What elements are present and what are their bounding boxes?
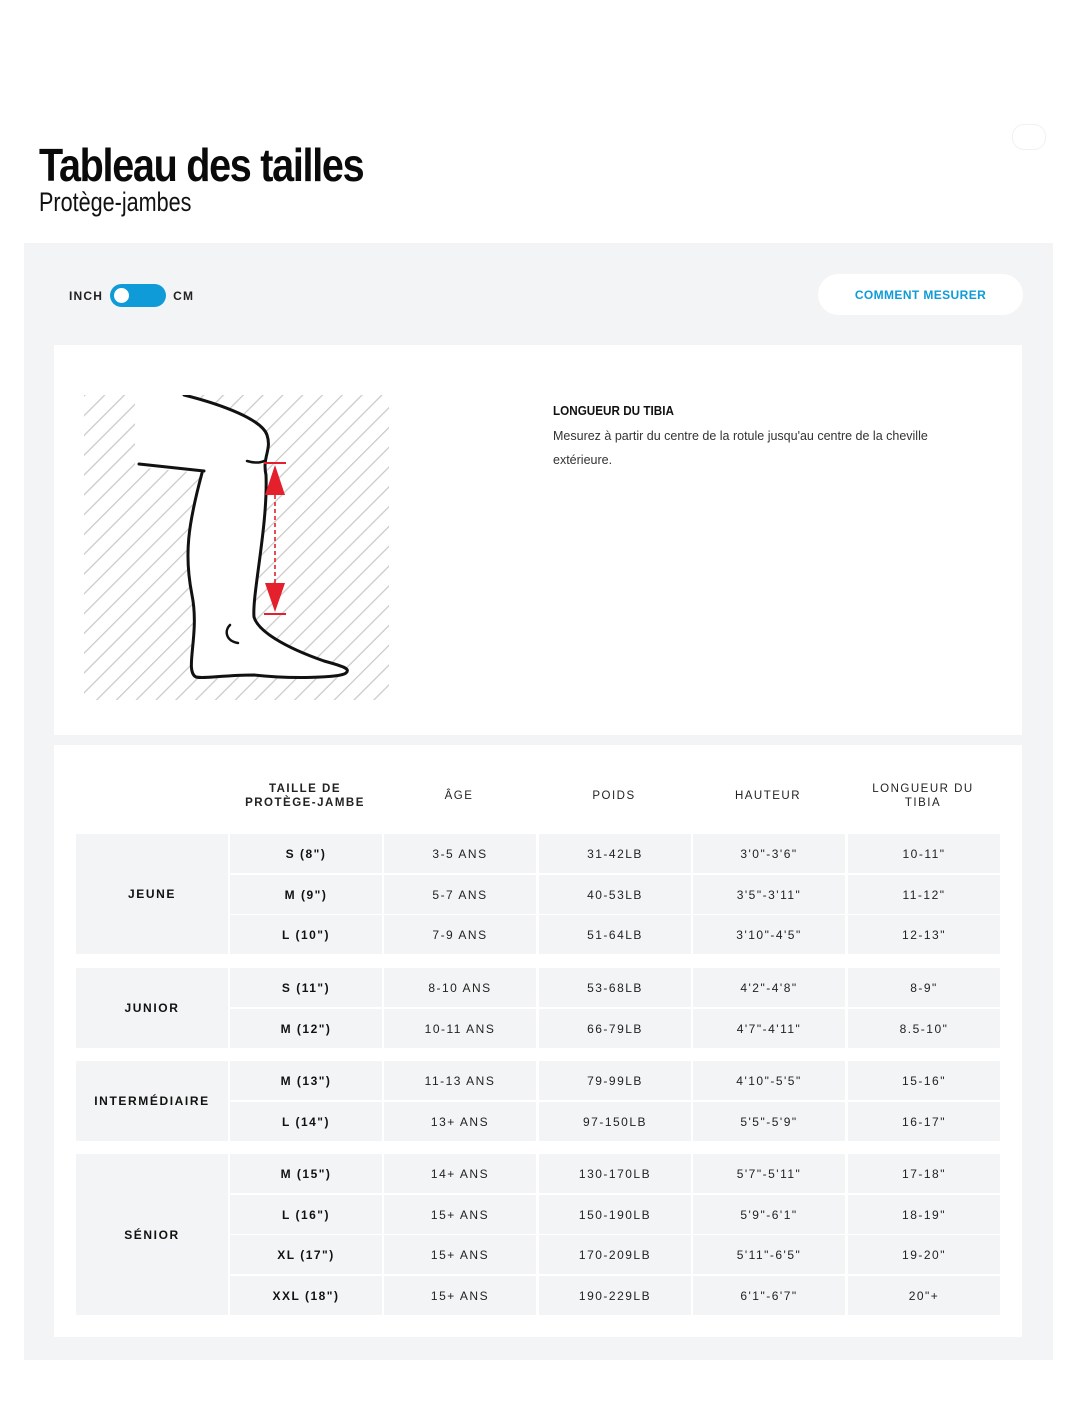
cell-height: 3'5"-3'11" — [693, 875, 845, 914]
header-height: HAUTEUR — [734, 790, 802, 802]
cell-weight: 190-229LB — [539, 1276, 691, 1315]
unit-toggle — [69, 284, 194, 307]
header-age: ÂGE — [444, 790, 474, 802]
size-chart-panel — [24, 243, 1053, 1360]
table-row — [230, 1061, 1001, 1100]
unit-switch[interactable] — [110, 284, 166, 307]
cell-age: 10-11 ANS — [384, 1009, 536, 1048]
page-subtitle: Protège-jambes — [39, 187, 192, 217]
cell-age: 3-5 ANS — [384, 834, 536, 873]
cell-tibia: 12-13" — [848, 915, 1000, 954]
cell-size: S (8") — [230, 834, 382, 873]
cell-tibia: 8-9" — [848, 968, 1000, 1007]
cell-tibia: 16-17" — [848, 1102, 1000, 1141]
group-label: JEUNE — [76, 834, 228, 954]
cell-weight: 53-68LB — [539, 968, 691, 1007]
cell-size: XL (17") — [230, 1235, 382, 1274]
cell-height: 4'2"-4'8" — [693, 968, 845, 1007]
cell-size: S (11") — [230, 968, 382, 1007]
cell-age: 15+ ANS — [384, 1235, 536, 1274]
cell-height: 3'0"-3'6" — [693, 834, 845, 873]
header-tibia-length: LONGUEUR DU TIBIA — [872, 783, 974, 809]
cell-weight: 66-79LB — [539, 1009, 691, 1048]
unit-label-inch[interactable]: INCH — [69, 288, 104, 303]
table-row — [230, 1276, 1001, 1315]
switch-knob — [114, 288, 129, 303]
header-weight: POIDS — [592, 790, 636, 802]
cell-height: 4'7"-4'11" — [693, 1009, 845, 1048]
group-junior — [76, 968, 1001, 1048]
cell-age: 7-9 ANS — [384, 915, 536, 954]
table-row — [230, 968, 1001, 1007]
size-table — [54, 745, 1022, 1337]
cell-weight: 79-99LB — [539, 1061, 691, 1100]
group-label: INTERMÉDIAIRE — [76, 1061, 228, 1141]
table-row — [230, 1102, 1001, 1141]
cell-weight: 97-150LB — [539, 1102, 691, 1141]
cell-height: 3'10"-4'5" — [693, 915, 845, 954]
group-jeune — [76, 834, 1001, 954]
table-row — [230, 915, 1001, 954]
cell-height: 4'10"-5'5" — [693, 1061, 845, 1100]
cell-height: 5'7"-5'11" — [693, 1154, 845, 1193]
cell-size: M (9") — [230, 875, 382, 914]
table-row — [230, 875, 1001, 914]
measurement-card — [54, 345, 1022, 735]
cell-weight: 40-53LB — [539, 875, 691, 914]
table-row — [230, 1009, 1001, 1048]
leg-shin-measurement-icon — [84, 395, 389, 700]
cell-age: 15+ ANS — [384, 1195, 536, 1234]
cell-age: 13+ ANS — [384, 1102, 536, 1141]
group-label: SÉNIOR — [76, 1154, 228, 1315]
cell-size: L (16") — [230, 1195, 382, 1234]
cell-weight: 150-190LB — [539, 1195, 691, 1234]
cell-tibia: 10-11" — [848, 834, 1000, 873]
group-label: JUNIOR — [76, 968, 228, 1048]
cell-age: 5-7 ANS — [384, 875, 536, 914]
cell-tibia: 20"+ — [848, 1276, 1000, 1315]
cell-size: L (10") — [230, 915, 382, 954]
table-row — [230, 1154, 1001, 1193]
cell-age: 8-10 ANS — [384, 968, 536, 1007]
measurement-title: LONGUEUR DU TIBIA — [553, 403, 674, 418]
header-size: TAILLE DE PROTÈGE-JAMBE — [245, 783, 365, 809]
cell-size: M (15") — [230, 1154, 382, 1193]
cell-height: 6'1"-6'7" — [693, 1276, 845, 1315]
cell-size: XXL (18") — [230, 1276, 382, 1315]
table-row — [230, 1195, 1001, 1234]
cell-height: 5'11"-6'5" — [693, 1235, 845, 1274]
cell-weight: 51-64LB — [539, 915, 691, 954]
table-row — [230, 834, 1001, 873]
cell-size: M (12") — [230, 1009, 382, 1048]
how-to-measure-button[interactable]: COMMENT MESURER — [818, 274, 1023, 315]
cell-tibia: 15-16" — [848, 1061, 1000, 1100]
cell-age: 11-13 ANS — [384, 1061, 536, 1100]
cell-weight: 170-209LB — [539, 1235, 691, 1274]
measurement-description: Mesurez à partir du centre de la rotule jusqu'au centre de la cheville extérieure. — [553, 429, 928, 467]
cell-tibia: 19-20" — [848, 1235, 1000, 1274]
table-row — [230, 1235, 1001, 1274]
group-intermediaire — [76, 1061, 1001, 1141]
cell-age: 15+ ANS — [384, 1276, 536, 1315]
cell-age: 14+ ANS — [384, 1154, 536, 1193]
cell-weight: 130-170LB — [539, 1154, 691, 1193]
cell-tibia: 18-19" — [848, 1195, 1000, 1234]
group-senior — [76, 1154, 1001, 1315]
cell-size: M (13") — [230, 1061, 382, 1100]
cell-weight: 31-42LB — [539, 834, 691, 873]
unit-label-cm[interactable]: CM — [173, 288, 195, 303]
cell-size: L (14") — [230, 1102, 382, 1141]
cell-tibia: 11-12" — [848, 875, 1000, 914]
corner-decoration — [1012, 124, 1046, 150]
cell-tibia: 17-18" — [848, 1154, 1000, 1193]
page-title: Tableau des tailles — [39, 139, 364, 191]
cell-height: 5'9"-6'1" — [693, 1195, 845, 1234]
cell-height: 5'5"-5'9" — [693, 1102, 845, 1141]
cell-tibia: 8.5-10" — [848, 1009, 1000, 1048]
